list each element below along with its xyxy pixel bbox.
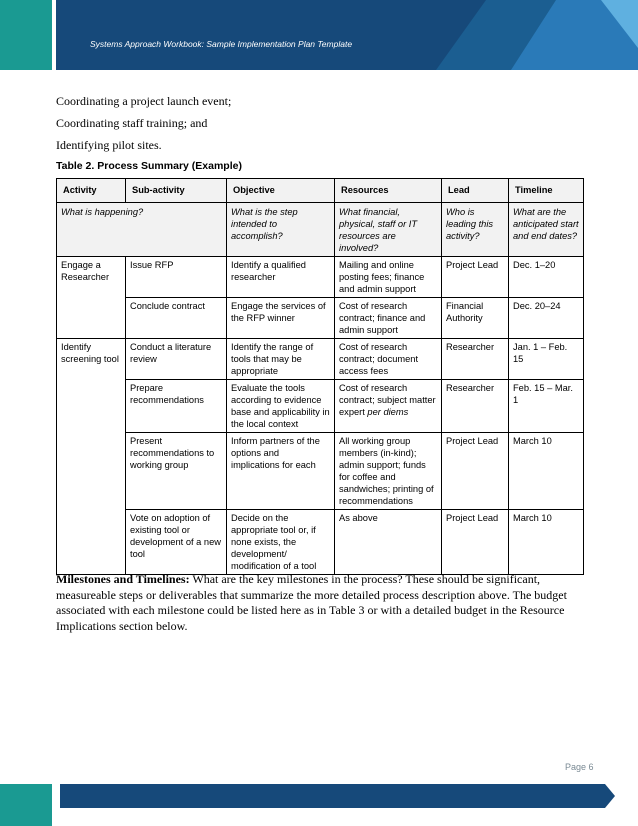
objective-cell: Engage the services of the RFP winner (227, 298, 335, 339)
process-summary-table (56, 178, 584, 575)
resources-cell: Cost of research contract; finance and admin support (335, 298, 442, 339)
timeline-cell: March 10 (509, 433, 584, 510)
table-row (57, 339, 584, 380)
table-row (57, 433, 584, 510)
milestones-heading: Milestones and Timelines: (56, 572, 190, 586)
subactivity-cell: Present recommendations to working group (126, 433, 227, 510)
timeline-cell: March 10 (509, 510, 584, 575)
question-resources: What financial, physical, staff or IT resources are involved? (335, 203, 442, 257)
subactivity-cell: Issue RFP (126, 257, 227, 298)
page-header (0, 0, 638, 70)
col-header-lead: Lead (442, 179, 509, 203)
milestones-paragraph (56, 572, 586, 634)
objective-cell: Identify a qualified researcher (227, 257, 335, 298)
subactivity-cell: Prepare recommendations (126, 380, 227, 433)
resources-cell: Cost of research contract; document access fees (335, 339, 442, 380)
page-number: Page 6 (565, 762, 594, 772)
resources-cell: As above (335, 510, 442, 575)
timeline-cell: Dec. 20–24 (509, 298, 584, 339)
header-teal-block (0, 0, 52, 70)
resources-italic-text: per diems (367, 407, 409, 417)
resources-cell: Mailing and online posting fees; finance and admin support (335, 257, 442, 298)
table-row (57, 257, 584, 298)
question-lead: Who is leading this activity? (442, 203, 509, 257)
question-objective: What is the step intended to accomplish? (227, 203, 335, 257)
objective-cell: Evaluate the tools according to evidence base and applicability in the local context (227, 380, 335, 433)
col-header-activity: Activity (57, 179, 126, 203)
question-row (57, 203, 584, 257)
table-caption: Table 2. Process Summary (Example) (56, 160, 242, 172)
activity-cell: Engage a Researcher (57, 257, 126, 339)
lead-cell: Project Lead (442, 510, 509, 575)
timeline-cell: Jan. 1 – Feb. 15 (509, 339, 584, 380)
intro-line-1: Coordinating a project launch event; (56, 94, 232, 108)
col-header-timeline: Timeline (509, 179, 584, 203)
intro-line-2: Coordinating staff training; and (56, 116, 208, 130)
question-activity: What is happening? (57, 203, 227, 257)
objective-cell: Identify the range of tools that may be appropriate (227, 339, 335, 380)
resources-cell (335, 380, 442, 433)
question-timeline: What are the anticipated start and end dates? (509, 203, 584, 257)
lead-cell: Researcher (442, 380, 509, 433)
table-header-row (57, 179, 584, 203)
subactivity-cell: Conclude contract (126, 298, 227, 339)
table-row (57, 380, 584, 433)
lead-cell: Financial Authority (442, 298, 509, 339)
milestones-text: What are the key milestones in the process? These should be significant, measureable steps or deliverables that summarize the more detailed process description above. The budget associated with each milestone could be listed here as in Table 3 or with a detailed budget in the Resource Implications section below. (56, 572, 567, 633)
lead-cell: Project Lead (442, 257, 509, 298)
col-header-objective: Objective (227, 179, 335, 203)
document-title: Systems Approach Workbook: Sample Implementation Plan Template (90, 39, 353, 49)
objective-cell: Decide on the appropriate tool or, if none exists, the development/ modification of a tool (227, 510, 335, 575)
lead-cell: Researcher (442, 339, 509, 380)
timeline-cell: Feb. 15 – Mar. 1 (509, 380, 584, 433)
activity-cell: Identify screening tool (57, 339, 126, 575)
lead-cell: Project Lead (442, 433, 509, 510)
subactivity-cell: Conduct a literature review (126, 339, 227, 380)
table-row (57, 510, 584, 575)
subactivity-cell: Vote on adoption of existing tool or development of a new tool (126, 510, 227, 575)
footer-teal-block (0, 784, 52, 826)
timeline-cell: Dec. 1–20 (509, 257, 584, 298)
col-header-resources: Resources (335, 179, 442, 203)
table-row (57, 298, 584, 339)
resources-cell: All working group members (in-kind); admin support; funds for coffee and sandwiches; printing of recommendations (335, 433, 442, 510)
header-navy-band (56, 0, 638, 70)
resources-text: Cost of research contract; subject matter expert (339, 383, 436, 417)
header-decoration (56, 0, 638, 70)
intro-line-3: Identifying pilot sites. (56, 138, 162, 152)
col-header-subactivity: Sub-activity (126, 179, 227, 203)
footer-navy-band (60, 784, 638, 826)
objective-cell: Inform partners of the options and implications for each (227, 433, 335, 510)
